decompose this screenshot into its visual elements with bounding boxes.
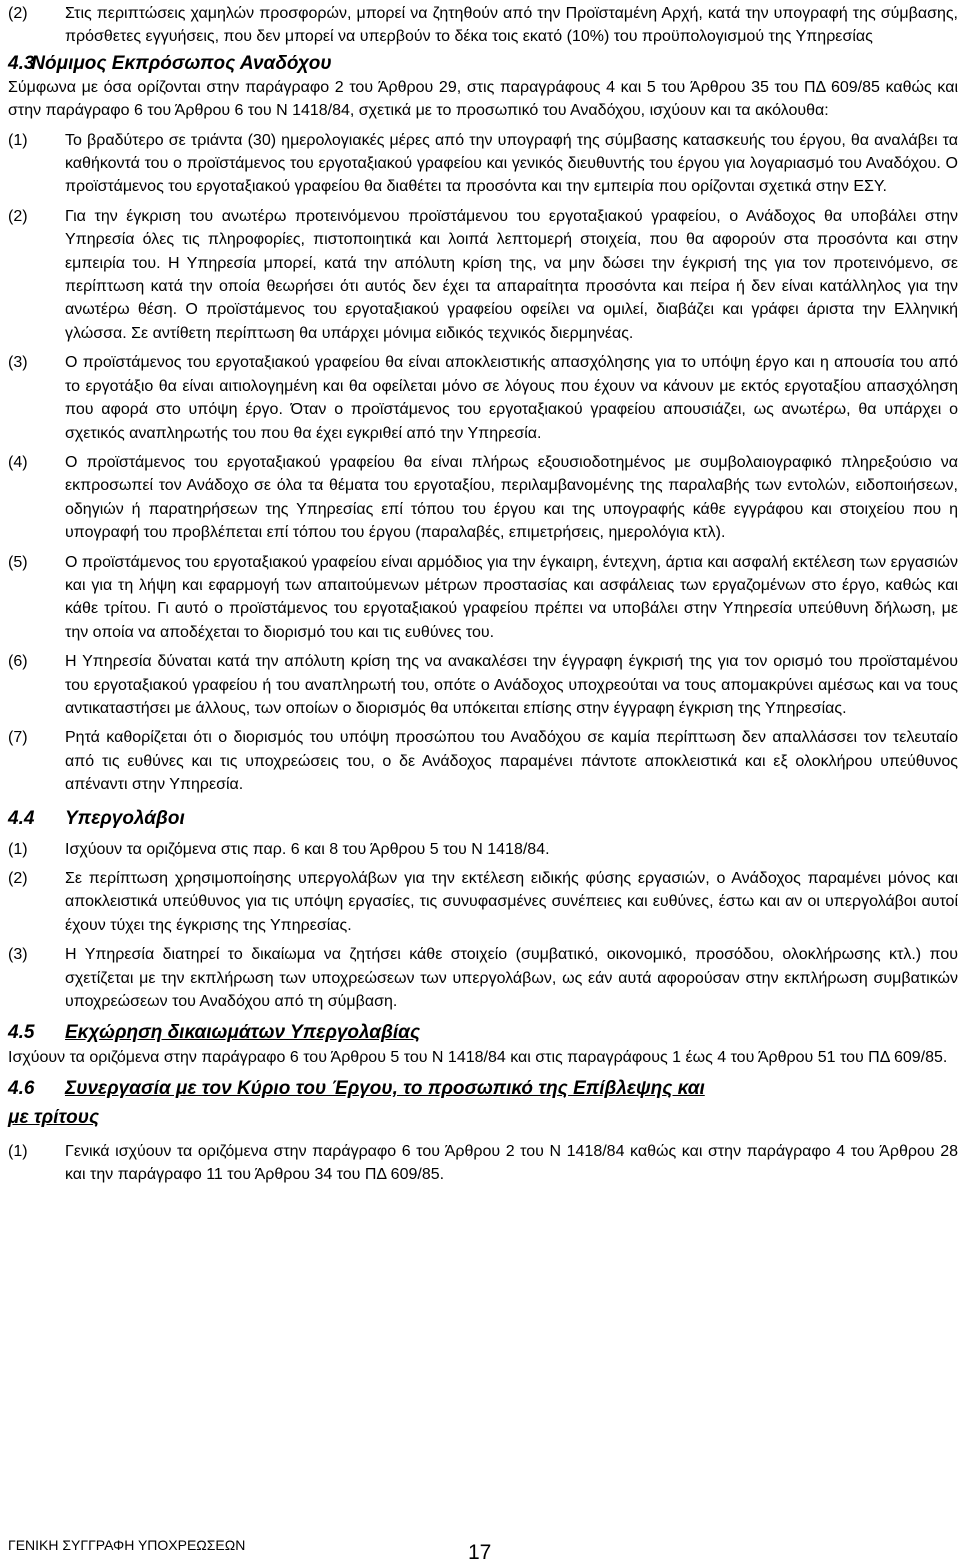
item-text: Η Υπηρεσία διατηρεί το δικαίωμα να ζητήσει κάθε στοιχείο (συμβατικό, οικονομικό, προσόδου, ολοκλήρωσης κτλ.) που σχετίζεται με την εκπλήρωση των υποχρεώσεων των υπεργολάβων, ως εάν αυτά αφορούσαν στην εκπλήρωση συμβατικών υποχρεώσεων του Αναδόχου από τη σύμβαση. [65, 946, 958, 1011]
item-text: Ισχύουν τα οριζόμενα στις παρ. 6 και 8 του Άρθρου 5 του Ν 1418/84. [65, 840, 550, 858]
section-intro: Σύμφωνα με όσα ορίζονται στην παράγραφο 2 του Άρθρου 29, στις παραγράφους 4 και 5 του Άρθρου 35 του ΠΔ 609/85 καθώς και στην παράγραφο 6 του Άρθρου 6 του Ν 1418/84, σχετικά με το προσωπικό του Αναδόχου, ισχύουν και τα ακόλουθα: [8, 78, 958, 120]
section-heading-4-5 [8, 1019, 958, 1046]
section-heading-4-3 [8, 51, 958, 76]
section-title: Νόμιμος Εκπρόσωπος Αναδόχου [31, 52, 332, 74]
footer-title: ΓΕΝΙΚΗ ΣΥΓΓΡΑΦΗ ΥΠΟΧΡΕΩΣΕΩΝ [8, 1537, 246, 1553]
section-heading-4-6 [8, 1074, 958, 1132]
item-number: (1) [8, 840, 28, 858]
item-text: Η Υπηρεσία δύναται κατά την απόλυτη κρίση της να ανακαλέσει την έγγραφη έγκρισή της για τον ορισμό του προϊσταμένου του εργοταξιακού γραφείου ή του αναπληρωτή του, οπότε ο Ανάδοχος υποχρεούται να τους απομακρύνει αμέσως και να τους αντικαταστήσει με άλλους, των οποίων ο διορισμός θα υπόκειται επίσης στην έγγραφη έγκριση της Υπηρεσίας. [65, 653, 958, 717]
item-number: (3) [8, 354, 28, 372]
item-text: Το βραδύτερο σε τριάντα (30) ημερολογιακές μέρες από την υπογραφή της σύμβασης κατασκευής του έργου, θα αναλάβει τα καθήκοντά του ο προϊστάμενος του εργοταξιακού γραφείου και γενικός διευθυντής του έργου για λογαριασμό του Αναδόχου. Ο προϊστάμενος του εργοταξιακού γραφείου θα διαθέτει τα προσόντα και την εμπειρία που ορίζονται σχετικά στην ΕΣΥ. [65, 131, 958, 196]
list-item [8, 867, 958, 937]
list-item [8, 2, 958, 49]
section-title: Εκχώρηση δικαιωμάτων Υπεργολαβίας [65, 1022, 421, 1044]
list-item [8, 129, 958, 199]
section-number: 4.3 [8, 52, 35, 74]
section-number: 4.5 [8, 1022, 35, 1044]
item-text: Ο προϊστάμενος του εργοταξιακού γραφείου θα είναι πλήρως εξουσιοδοτημένος με συμβολαιογραφικό πληρεξούσιο να εκπροσωπεί τον Ανάδοχο σε όλα τα θέματα του εργοταξίου, περιλαμβανομένης της παραλαβής των εντολών, ειδοποιήσεων, οδηγιών ή παρατηρήσεων της Υπηρεσίας επί τόπου του έργου και της υπογραφής κάθε εγγράφου και στοιχείου που η υπογραφή του προβλέπεται επί τόπου του έργου (παραλαβές, επιμετρήσεις, ημερολόγια κτλ). [65, 453, 958, 542]
list-item [8, 726, 958, 796]
section-text: Ισχύουν τα οριζόμενα στην παράγραφο 6 του Άρθρου 5 του Ν 1418/84 και στις παραγράφους 1 έως 4 του Άρθρου 51 του ΠΔ 609/85. [8, 1049, 948, 1067]
item-number: (3) [8, 946, 28, 964]
item-number: (4) [8, 453, 28, 471]
list-item [8, 838, 958, 861]
list-item [8, 650, 958, 720]
section-title: Υπεργολάβοι [65, 807, 185, 829]
item-number: (6) [8, 653, 28, 671]
item-text: Γενικά ισχύουν τα οριζόμενα στην παράγραφο 6 του Άρθρου 2 του Ν 1418/84 καθώς και στην παράγραφο 4 του Άρθρου 28 και την παράγραφο 11 του Άρθρου 34 του ΠΔ 609/85. [65, 1142, 958, 1184]
item-number: (2) [8, 207, 28, 225]
section-number: 4.6 [8, 1077, 35, 1099]
item-number: (2) [8, 870, 28, 887]
list-item [8, 551, 958, 645]
list-item [8, 1140, 958, 1187]
list-item [8, 351, 958, 445]
list-item [8, 205, 958, 345]
list-item [8, 943, 958, 1013]
item-text: Για την έγκριση του ανωτέρω προτεινόμενου προϊστάμενου του εργοταξιακού γραφείου, ο Ανάδοχος θα υποβάλει στην Υπηρεσία όλες τις πληροφορίες, πιστοποιητικά και λοιπά λεπτομερή στοιχεία, που θα αφορούν στα προσόντα και στην εμπειρία του. Η Υπηρεσία μπορεί, κατά την απόλυτη κρίση της, να μην δώσει την έγκρισή της για τον προτεινόμενο, σε περίπτωση κατά την οποία θεωρήσει ότι αυτός δεν έχει τα απαραίτητα προσόντα και πείρα ή δεν είναι κατάλληλος για την ανωτέρω θέση. Ο προϊστάμενος του εργοταξιακού γραφείου οφείλει να ομιλεί, διαβάζει και γράφει άριστα την Ελληνική γλώσσα. Σε αντίθετη περίπτωση θα υπάρχει μόνιμα ειδικός τεχνικός διερμηνέας. [65, 207, 958, 342]
list-item [8, 451, 958, 545]
item-text: Ο προϊστάμενος του εργοταξιακού γραφείου θα είναι αποκλειστικής απασχόλησης για το υπόψη έργο και η απουσία του από το εργοτάξιο θα είναι αιτιολογημένη και θα οφείλεται μόνο σε λόγους που έχουν να κάνουν με εκτός εργοταξίου απασχόληση που αφορά στο υπόψη έργο. Όταν ο προϊστάμενος του εργοταξιακού γραφείου απουσιάζει, ως ανωτέρω, θα υπάρχει ο σχετικός αναπληρωτής του που θα έχει εγκριθεί από την Υπηρεσία. [65, 354, 958, 442]
section-number: 4.4 [8, 807, 35, 829]
item-number: (1) [8, 131, 28, 149]
item-number: (7) [8, 729, 28, 747]
section-title-line-2: με τρίτους [8, 1106, 100, 1128]
item-text: Ο προϊστάμενος του εργοταξιακού γραφείου είναι αρμόδιος για την έγκαιρη, έντεχνη, άρτια και ασφαλή εκτέλεση των εργασιών και για τη λήψη και εφαρμογή των απαιτούμενων μέτρων προστασίας και ασφάλειας των εργαζομένων στο έργο, καθώς και κάθε τρίτου. Γι αυτό ο προϊστάμενος του εργοταξιακού γραφείου πρέπει να υποβάλει στην Υπηρεσία υπεύθυνη δήλωση, με την οποία να αποδέχεται το διορισμό του και τις ευθύνες του. [65, 553, 958, 641]
section-heading-4-4 [8, 805, 958, 832]
item-text: Στις περιπτώσεις χαμηλών προσφορών, μπορεί να ζητηθούν από την Προϊσταμένη Αρχή, κατά την υπογραφή της σύμβασης, πρόσθετες εγγυήσεις, που δεν μπορεί να υπερβούν το δέκα τοις εκατό (10%) του προϋπολογισμού της Υπηρεσίας [65, 5, 958, 46]
document-page [8, 2, 958, 1187]
item-number: (2) [8, 5, 28, 22]
item-text: Σε περίπτωση χρησιμοποίησης υπεργολάβων για την εκτέλεση ειδικής φύσης εργασιών, ο Ανάδοχος παραμένει μόνος και αποκλειστικά υπεύθυνος για τις υπόψη εργασίες, τις συνυφασμένες συνέπειες και ευθύνες, έστω και αν οι υπεργολάβοι αυτοί έχουν τύχει της έγκρισης της Υπηρεσίας. [65, 870, 958, 934]
page-number: 17 [468, 1541, 492, 1564]
item-number: (5) [8, 553, 28, 571]
section-title-line-1: Συνεργασία με τον Κύριο του Έργου, το προσωπικό της Επίβλεψης και [65, 1077, 705, 1099]
item-number: (1) [8, 1142, 28, 1160]
item-text: Ρητά καθορίζεται ότι ο διορισμός του υπόψη προσώπου του Αναδόχου σε καμία περίπτωση δεν απαλλάσσει τον τελευταίο από τις ευθύνες και τις υποχρεώσεις του, ο δε Ανάδοχος παραμένει πάντοτε αποκλειστικά και εξ ολοκλήρου υπεύθυνος απέναντι στην Υπηρεσία. [65, 729, 958, 794]
